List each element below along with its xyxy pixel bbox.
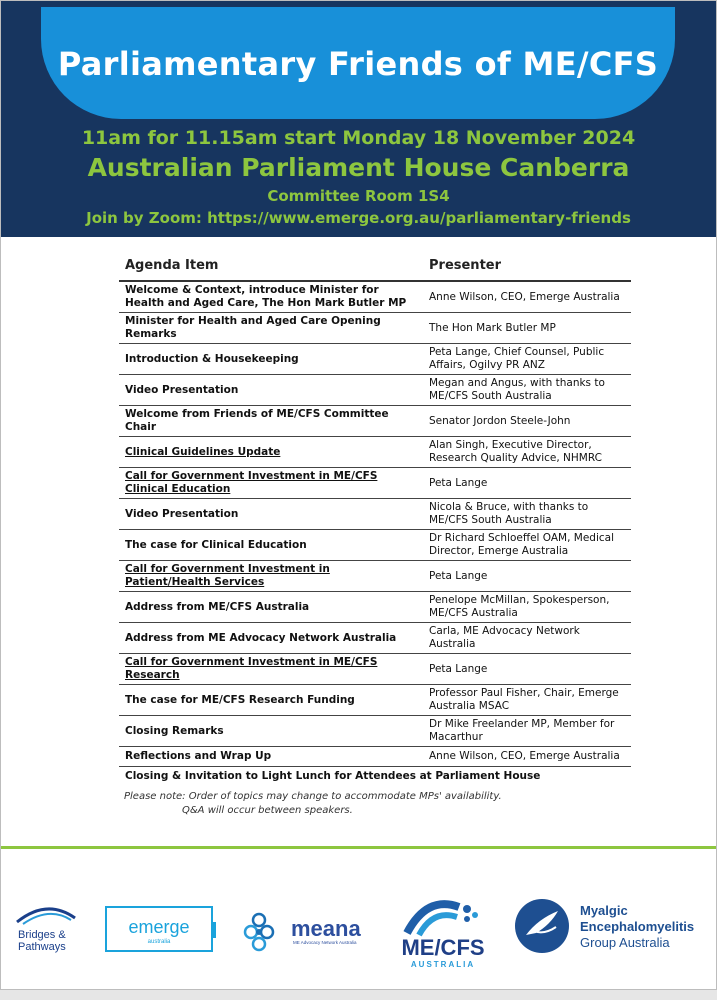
col-presenter: Presenter bbox=[423, 254, 631, 281]
bridges-arc-icon bbox=[13, 896, 83, 956]
agenda-item: Minister for Health and Aged Care Opening Remarks bbox=[119, 313, 423, 344]
table-row bbox=[119, 685, 631, 716]
presenter: The Hon Mark Butler MP bbox=[423, 313, 631, 344]
table-row bbox=[119, 281, 631, 313]
agenda-item: Address from ME Advocacy Network Australia bbox=[119, 623, 423, 654]
meana-flower-icon bbox=[245, 914, 273, 950]
meana-text: meana bbox=[291, 916, 361, 941]
emerge-text: emerge bbox=[128, 917, 190, 937]
table-row bbox=[119, 747, 631, 767]
agenda-item: Welcome & Context, introduce Minister for Health and Aged Care, The Hon Mark Butler MP bbox=[119, 281, 423, 313]
table-row bbox=[119, 654, 631, 685]
agenda-header-row bbox=[119, 254, 631, 281]
note-line-2: Q&A will occur between speakers. bbox=[182, 805, 353, 816]
table-row bbox=[119, 561, 631, 592]
zoom-link[interactable]: Join by Zoom: https://www.emerge.org.au/parliamentary-friends bbox=[86, 209, 631, 227]
table-row bbox=[119, 767, 631, 787]
presenter: Nicola & Bruce, with thanks to ME/CFS South Australia bbox=[423, 499, 631, 530]
agenda-item: Video Presentation bbox=[119, 499, 423, 530]
presenter: Carla, ME Advocacy Network Australia bbox=[423, 623, 631, 654]
presenter: Anne Wilson, CEO, Emerge Australia bbox=[423, 281, 631, 313]
table-row bbox=[119, 406, 631, 437]
dove-icon bbox=[515, 899, 569, 953]
meaga-line-2: Encephalomyelitis bbox=[580, 919, 695, 934]
event-venue: Australian Parliament House Canberra bbox=[87, 153, 630, 182]
mecfs-arc-icon bbox=[407, 904, 478, 935]
meana-sub: ME Advocacy Network Australia bbox=[293, 940, 357, 945]
bridges-pathways-logo bbox=[13, 896, 83, 956]
table-row bbox=[119, 716, 631, 747]
table-row bbox=[119, 499, 631, 530]
note bbox=[124, 790, 502, 818]
emerge-logo bbox=[105, 906, 217, 952]
event-room: Committee Room 1S4 bbox=[267, 187, 450, 205]
meana-logo bbox=[243, 906, 373, 954]
table-row bbox=[119, 344, 631, 375]
presenter: Alan Singh, Executive Director, Research Quality Advice, NHMRC bbox=[423, 437, 631, 468]
presenter: Professor Paul Fisher, Chair, Emerge Australia MSAC bbox=[423, 685, 631, 716]
agenda-item: Reflections and Wrap Up bbox=[119, 747, 423, 767]
presenter: Senator Jordon Steele-John bbox=[423, 406, 631, 437]
meaga-line-3: Group Australia bbox=[580, 935, 670, 950]
presenter: Anne Wilson, CEO, Emerge Australia bbox=[423, 747, 631, 767]
presenter: Dr Mike Freelander MP, Member for Macarthur bbox=[423, 716, 631, 747]
presenter: Peta Lange bbox=[423, 654, 631, 685]
bridges-line-2: Pathways bbox=[18, 941, 66, 953]
table-row bbox=[119, 313, 631, 344]
table-row bbox=[119, 375, 631, 406]
presenter: Penelope McMillan, Spokesperson, ME/CFS Australia bbox=[423, 592, 631, 623]
agenda-item: Clinical Guidelines Update bbox=[119, 437, 423, 468]
agenda-table bbox=[119, 254, 631, 786]
agenda-item: Call for Government Investment in ME/CFS Research bbox=[119, 654, 423, 685]
presenter: Peta Lange bbox=[423, 468, 631, 499]
agenda-item: Closing Remarks bbox=[119, 716, 423, 747]
agenda-item: Call for Government Investment in Patient/Health Services bbox=[119, 561, 423, 592]
presenter: Peta Lange, Chief Counsel, Public Affairs, Ogilvy PR ANZ bbox=[423, 344, 631, 375]
meaga-logo bbox=[514, 897, 704, 957]
agenda-item: Video Presentation bbox=[119, 375, 423, 406]
table-row bbox=[119, 592, 631, 623]
presenter: Peta Lange bbox=[423, 561, 631, 592]
agenda-item: The case for Clinical Education bbox=[119, 530, 423, 561]
divider bbox=[1, 846, 716, 849]
agenda-item: Address from ME/CFS Australia bbox=[119, 592, 423, 623]
col-agenda-item: Agenda Item bbox=[119, 254, 423, 281]
agenda-item: Call for Government Investment in ME/CFS Clinical Education bbox=[119, 468, 423, 499]
presenter: Megan and Angus, with thanks to ME/CFS South Australia bbox=[423, 375, 631, 406]
note-line-1: Please note: Order of topics may change to accommodate MPs' availability. bbox=[124, 791, 502, 802]
mecfs-text: ME/CFS bbox=[401, 935, 485, 960]
closing-item: Closing & Invitation to Light Lunch for Attendees at Parliament House bbox=[125, 770, 541, 782]
emerge-sub: australia bbox=[147, 939, 171, 945]
table-row bbox=[119, 468, 631, 499]
agenda-item: The case for ME/CFS Research Funding bbox=[119, 685, 423, 716]
mecfs-sub: AUSTRALIA bbox=[410, 960, 476, 969]
bridges-line-1: Bridges & bbox=[18, 929, 66, 941]
event-time: 11am for 11.15am start Monday 18 November 2024 bbox=[81, 127, 636, 149]
page-title: Parliamentary Friends of ME/CFS bbox=[57, 45, 659, 83]
agenda-item: Introduction & Housekeeping bbox=[119, 344, 423, 375]
table-row bbox=[119, 623, 631, 654]
meaga-line-1: Myalgic bbox=[580, 903, 628, 918]
presenter: Dr Richard Schloeffel OAM, Medical Director, Emerge Australia bbox=[423, 530, 631, 561]
emerge-tab-icon bbox=[211, 922, 216, 938]
table-row bbox=[119, 437, 631, 468]
table-row bbox=[119, 530, 631, 561]
mecfs-australia-logo bbox=[393, 889, 493, 971]
agenda-item: Welcome from Friends of ME/CFS Committee Chair bbox=[119, 406, 423, 437]
